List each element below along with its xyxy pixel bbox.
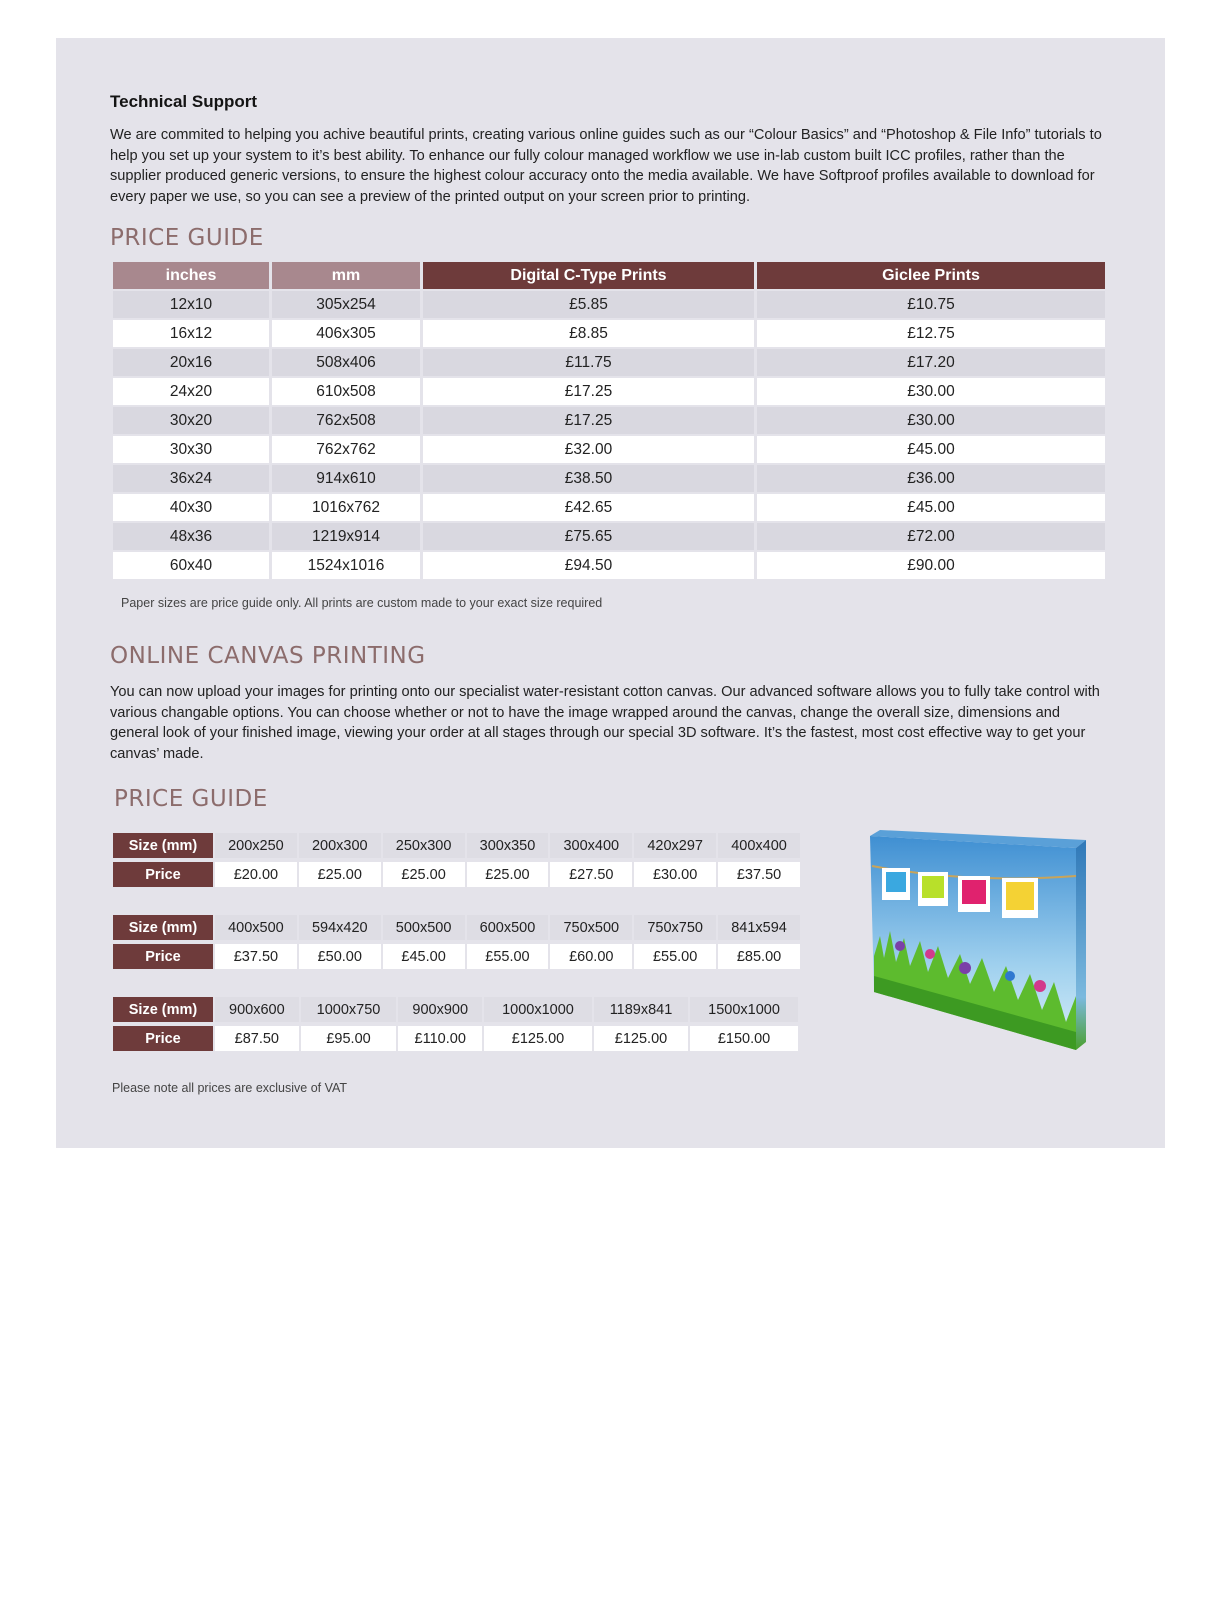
cell-inches: 30x20 bbox=[113, 407, 269, 434]
cell-giclee-price: £90.00 bbox=[757, 552, 1105, 579]
cell-inches: 20x16 bbox=[113, 349, 269, 376]
price-cell: £25.00 bbox=[467, 862, 549, 887]
price-cell: £20.00 bbox=[215, 862, 297, 887]
price-label: Price bbox=[113, 1026, 213, 1051]
cell-inches: 16x12 bbox=[113, 320, 269, 347]
size-cell: 1000x750 bbox=[301, 997, 397, 1022]
price-cell: £125.00 bbox=[484, 1026, 592, 1051]
cell-ctype-price: £38.50 bbox=[423, 465, 754, 492]
canvas-price-guide-title: PRICE GUIDE bbox=[114, 786, 268, 812]
paper-size-note: Paper sizes are price guide only. All prints are custom made to your exact size required bbox=[121, 596, 603, 610]
size-label: Size (mm) bbox=[113, 997, 213, 1022]
cell-ctype-price: £5.85 bbox=[423, 291, 754, 318]
price-cell: £87.50 bbox=[215, 1026, 299, 1051]
table-row bbox=[113, 291, 1105, 318]
size-cell: 400x400 bbox=[718, 833, 800, 858]
cell-ctype-price: £17.25 bbox=[423, 407, 754, 434]
cell-inches: 12x10 bbox=[113, 291, 269, 318]
cell-inches: 40x30 bbox=[113, 494, 269, 521]
vat-note: Please note all prices are exclusive of VAT bbox=[112, 1081, 348, 1095]
cell-inches: 24x20 bbox=[113, 378, 269, 405]
price-cell: £50.00 bbox=[299, 944, 381, 969]
cell-mm: 1016x762 bbox=[272, 494, 420, 521]
cell-giclee-price: £45.00 bbox=[757, 436, 1105, 463]
size-cell: 1500x1000 bbox=[690, 997, 798, 1022]
table-row bbox=[113, 523, 1105, 550]
size-cell: 750x750 bbox=[634, 915, 716, 940]
price-cell: £55.00 bbox=[467, 944, 549, 969]
cell-giclee-price: £36.00 bbox=[757, 465, 1105, 492]
cell-inches: 36x24 bbox=[113, 465, 269, 492]
size-row bbox=[113, 997, 800, 1022]
table-header-row bbox=[113, 262, 1105, 289]
cell-giclee-price: £17.20 bbox=[757, 349, 1105, 376]
table-row bbox=[113, 349, 1105, 376]
price-cell: £45.00 bbox=[383, 944, 465, 969]
price-cell: £37.50 bbox=[215, 944, 297, 969]
cell-giclee-price: £30.00 bbox=[757, 378, 1105, 405]
print-price-guide-title: PRICE GUIDE bbox=[110, 225, 264, 251]
col-header-ctype: Digital C-Type Prints bbox=[423, 262, 754, 289]
price-cell: £110.00 bbox=[398, 1026, 482, 1051]
cell-mm: 508x406 bbox=[272, 349, 420, 376]
canvas-print-illustration bbox=[870, 826, 1092, 1066]
cell-giclee-price: £10.75 bbox=[757, 291, 1105, 318]
cell-ctype-price: £75.65 bbox=[423, 523, 754, 550]
price-cell: £85.00 bbox=[718, 944, 800, 969]
cell-inches: 30x30 bbox=[113, 436, 269, 463]
table-row bbox=[113, 407, 1105, 434]
cell-mm: 914x610 bbox=[272, 465, 420, 492]
size-cell: 594x420 bbox=[299, 915, 381, 940]
print-price-table bbox=[110, 260, 1108, 581]
size-row bbox=[113, 915, 800, 940]
cell-mm: 610x508 bbox=[272, 378, 420, 405]
size-cell: 841x594 bbox=[718, 915, 800, 940]
size-cell: 300x350 bbox=[467, 833, 549, 858]
canvas-price-table-2 bbox=[111, 911, 802, 973]
price-row bbox=[113, 1026, 800, 1051]
size-cell: 400x500 bbox=[215, 915, 297, 940]
size-label: Size (mm) bbox=[113, 915, 213, 940]
price-cell: £125.00 bbox=[594, 1026, 688, 1051]
price-cell: £30.00 bbox=[634, 862, 716, 887]
cell-mm: 406x305 bbox=[272, 320, 420, 347]
price-row bbox=[113, 944, 800, 969]
size-row bbox=[113, 833, 800, 858]
size-cell: 900x600 bbox=[215, 997, 299, 1022]
size-cell: 1189x841 bbox=[594, 997, 688, 1022]
cell-giclee-price: £30.00 bbox=[757, 407, 1105, 434]
cell-inches: 48x36 bbox=[113, 523, 269, 550]
table-row bbox=[113, 320, 1105, 347]
size-cell: 200x300 bbox=[299, 833, 381, 858]
size-cell: 420x297 bbox=[634, 833, 716, 858]
price-cell: £55.00 bbox=[634, 944, 716, 969]
table-row bbox=[113, 465, 1105, 492]
col-header-giclee: Giclee Prints bbox=[757, 262, 1105, 289]
technical-support-body: We are commited to helping you achive beautiful prints, creating various online guides such as our “Colour Basics” and “Photoshop & File Info” tutorials to help you set up your system to it’s best ability. To enhance our fully colour managed workflow we use in-lab custom built ICC profiles, rather than the supplier produced generic versions, to ensure the highest colour accuracy onto the media available. We have Softproof profiles available to download for every paper we use, so you can see a preview of the printed output on your screen prior to printing. bbox=[110, 127, 1102, 205]
technical-support-heading: Technical Support bbox=[110, 92, 258, 111]
size-cell: 600x500 bbox=[467, 915, 549, 940]
cell-giclee-price: £72.00 bbox=[757, 523, 1105, 550]
canvas-price-table-3 bbox=[111, 993, 802, 1055]
table-row bbox=[113, 494, 1105, 521]
cell-mm: 305x254 bbox=[272, 291, 420, 318]
price-row bbox=[113, 862, 800, 887]
table-row bbox=[113, 378, 1105, 405]
size-cell: 1000x1000 bbox=[484, 997, 592, 1022]
canvas-price-table-1 bbox=[111, 829, 802, 891]
canvas-printing-title: ONLINE CANVAS PRINTING bbox=[110, 643, 426, 669]
cell-mm: 762x508 bbox=[272, 407, 420, 434]
size-cell: 500x500 bbox=[383, 915, 465, 940]
cell-ctype-price: £94.50 bbox=[423, 552, 754, 579]
price-cell: £60.00 bbox=[550, 944, 632, 969]
cell-ctype-price: £11.75 bbox=[423, 349, 754, 376]
size-cell: 900x900 bbox=[398, 997, 482, 1022]
price-cell: £25.00 bbox=[299, 862, 381, 887]
cell-inches: 60x40 bbox=[113, 552, 269, 579]
price-label: Price bbox=[113, 944, 213, 969]
price-cell: £150.00 bbox=[690, 1026, 798, 1051]
cell-ctype-price: £42.65 bbox=[423, 494, 754, 521]
price-label: Price bbox=[113, 862, 213, 887]
size-label: Size (mm) bbox=[113, 833, 213, 858]
size-cell: 300x400 bbox=[550, 833, 632, 858]
canvas-printing-body: You can now upload your images for printing onto our specialist water-resistant cotton canvas. Our advanced software allows you to fully take control with various changable options. You can choose whether or not to have the image wrapped around the canvas, change the overall size, dimensions and general look of your finished image, viewing your order at all stages through our special 3D software. It’s the fastest, most cost effective way to get your canvas’ made. bbox=[110, 684, 1100, 762]
price-cell: £25.00 bbox=[383, 862, 465, 887]
cell-mm: 1219x914 bbox=[272, 523, 420, 550]
price-cell: £95.00 bbox=[301, 1026, 397, 1051]
col-header-mm: mm bbox=[272, 262, 420, 289]
table-row bbox=[113, 552, 1105, 579]
cell-ctype-price: £17.25 bbox=[423, 378, 754, 405]
cell-ctype-price: £32.00 bbox=[423, 436, 754, 463]
cell-mm: 1524x1016 bbox=[272, 552, 420, 579]
cell-giclee-price: £45.00 bbox=[757, 494, 1105, 521]
price-cell: £37.50 bbox=[718, 862, 800, 887]
size-cell: 750x500 bbox=[550, 915, 632, 940]
size-cell: 250x300 bbox=[383, 833, 465, 858]
size-cell: 200x250 bbox=[215, 833, 297, 858]
table-row bbox=[113, 436, 1105, 463]
price-cell: £27.50 bbox=[550, 862, 632, 887]
cell-giclee-price: £12.75 bbox=[757, 320, 1105, 347]
col-header-inches: inches bbox=[113, 262, 269, 289]
cell-ctype-price: £8.85 bbox=[423, 320, 754, 347]
cell-mm: 762x762 bbox=[272, 436, 420, 463]
